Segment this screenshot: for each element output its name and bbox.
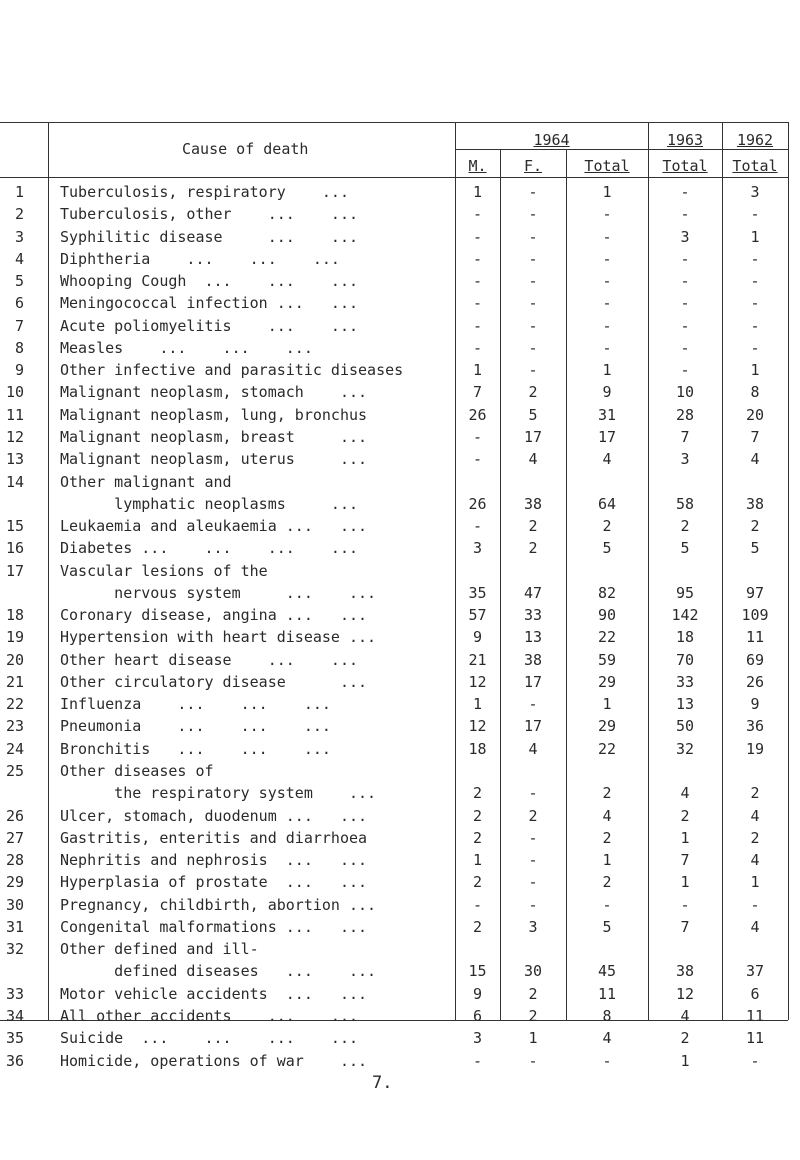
cell-t64: 5 [602,917,612,936]
cell-t63: 32 [675,739,695,758]
header-sub-total-1964: Total [584,157,630,175]
cell-t62: 9 [750,695,760,714]
cell-t64: - [602,1051,612,1070]
cell-t63: - [680,316,690,335]
header-sub-m: M. [468,157,487,175]
cell-t64: 9 [602,383,612,402]
cell-t63: 7 [680,427,690,446]
cell-m: - [472,294,483,313]
cell-m: 2 [472,828,483,847]
row-number: 6 [14,294,24,313]
cause-label: Tuberculosis, respiratory ... [60,183,349,201]
cell-t64: 31 [597,405,617,424]
cell-m: 1 [472,183,483,201]
cell-t62: 19 [745,739,765,758]
cause-label: Whooping Cough ... ... ... [60,272,359,291]
cell-f: 33 [523,606,543,625]
cause-label: Nephritis and nephrosis ... ... [60,851,368,870]
cell-t62: 6 [750,984,760,1003]
cell-t64: 2 [602,828,612,847]
cell-t62: 1 [750,873,760,892]
cell-t63: 38 [675,962,695,981]
cell-m: - [472,517,483,536]
row-number: 9 [14,361,24,380]
cell-t63: - [680,294,690,313]
cause-label: Malignant neoplasm, stomach ... [60,383,368,402]
cell-f: 13 [523,628,543,647]
cell-m: 9 [472,984,483,1003]
cell-t62: 1 [750,361,760,380]
cause-label: Other defined and ill- [60,940,259,959]
cell-f: - [528,361,538,380]
cause-label: Syphilitic disease ... ... [60,227,359,246]
cell-t62: 8 [750,383,760,402]
cell-f: 2 [528,383,538,402]
row-number: 16 [5,539,24,558]
cell-m: 26 [468,405,487,424]
cell-m: 3 [472,539,483,558]
cell-f: 17 [523,717,543,736]
cell-m: 2 [472,784,483,803]
cell-m: - [472,205,483,224]
cell-f: 2 [528,517,538,536]
cell-t64: 22 [597,739,617,758]
cell-t63: 1 [680,828,690,847]
cell-t62: 20 [745,405,765,424]
cell-m: 21 [468,650,487,669]
cell-m: - [472,450,483,469]
row-number: 13 [5,450,24,469]
cell-t64: 17 [597,427,617,446]
cell-t64: - [602,272,612,291]
cause-label: Pregnancy, childbirth, abortion ... [60,895,377,914]
row-number: 27 [5,828,24,847]
cell-t64: 2 [602,873,612,892]
cell-f: 47 [523,583,543,602]
cell-t64: 22 [597,628,617,647]
row-number: 15 [5,517,24,536]
col-divider-number [48,122,49,1020]
cause-label: Motor vehicle accidents ... ... [60,984,368,1003]
header-year-underline [455,149,788,150]
cell-t63: 3 [680,450,690,469]
cause-label: Homicide, operations of war ... [60,1051,368,1070]
cell-t64: - [602,205,612,224]
cell-t63: - [680,361,690,380]
cell-m: 2 [472,806,483,825]
cell-m: 6 [472,1006,483,1025]
cell-f: - [528,828,538,847]
cell-t63: 12 [675,984,695,1003]
header-cause-of-death: Cause of death [182,140,309,158]
header-year-1963: 1963 [666,131,704,149]
cell-t62: - [750,272,760,291]
cell-m: 1 [472,851,483,870]
cell-t64: - [602,895,612,914]
cell-t62: - [750,205,760,224]
cause-label: Tuberculosis, other ... ... [60,205,359,224]
row-number: 5 [14,272,24,291]
cell-f: - [528,695,538,714]
cell-t63: 33 [675,672,695,691]
cause-label: Other circulatory disease ... [60,672,368,691]
cell-f: 2 [528,806,538,825]
row-number: 34 [5,1006,24,1025]
cause-label: Gastritis, enteritis and diarrhoea [60,828,368,847]
cell-f: 17 [523,427,543,446]
cell-f: - [528,784,538,803]
cell-t63: - [680,895,690,914]
cell-m: 2 [472,917,483,936]
cell-m: 57 [468,606,487,625]
cell-m: 18 [468,739,487,758]
cell-t63: 1 [680,873,690,892]
cell-m: 12 [468,717,487,736]
cause-label: Acute poliomyelitis ... ... [60,316,359,335]
cell-t64: 8 [602,1006,612,1025]
header-sub-total-1962: Total [732,157,778,175]
cell-m: - [472,427,483,446]
cell-m: - [472,272,483,291]
cell-t63: 10 [675,383,695,402]
cell-t64: 11 [597,984,617,1003]
cell-t63: 1 [680,1051,690,1070]
row-number: 7 [14,316,24,335]
cell-t64: 2 [602,784,612,803]
cell-t63: 70 [675,650,695,669]
cell-f: - [528,338,538,357]
row-number: 12 [5,427,24,446]
cell-t63: 3 [680,227,690,246]
cell-t64: 1 [602,851,612,870]
cell-t64: 45 [597,962,617,981]
cell-f: 17 [523,672,543,691]
cell-t64: 59 [597,650,617,669]
cell-t62: 7 [750,427,760,446]
page-number: 7. [372,1073,393,1093]
row-number: 17 [5,561,24,580]
cell-t62: 11 [745,628,765,647]
cell-f: - [528,249,538,268]
cell-t63: - [680,249,690,268]
cell-t63: 2 [680,1029,690,1048]
row-number: 23 [5,717,24,736]
cell-f: - [528,294,538,313]
cell-t62: 3 [750,183,760,201]
cell-f: 2 [528,984,538,1003]
cell-t64: - [602,227,612,246]
row-number: 20 [5,650,24,669]
cell-f: - [528,183,538,201]
cause-label: Coronary disease, angina ... ... [60,606,368,625]
row-number: 14 [5,472,24,491]
cell-m: - [472,1051,483,1070]
row-number: 32 [5,940,24,959]
cell-m: - [472,895,483,914]
cell-m: 2 [472,873,483,892]
cause-label: Other infective and parasitic diseases [60,361,404,380]
cell-f: 38 [523,650,543,669]
row-number: 1 [14,183,24,201]
cause-label: lymphatic neoplasms ... [60,494,359,513]
header-year-1962: 1962 [736,131,774,149]
cell-t62: 5 [750,539,760,558]
row-number: 8 [14,338,24,357]
cell-t64: 5 [602,539,612,558]
cell-t62: 4 [750,450,760,469]
cell-t64: 1 [602,361,612,380]
cell-t63: 58 [675,494,695,513]
cell-t63: 28 [675,405,695,424]
cell-t62: 38 [745,494,765,513]
cause-label: Hypertension with heart disease ... [60,628,377,647]
cause-label: Diabetes ... ... ... ... [60,539,359,558]
cell-t62: 11 [745,1006,765,1025]
cell-t64: - [602,316,612,335]
cell-f: - [528,851,538,870]
cause-label: Suicide ... ... ... ... [60,1029,359,1048]
cell-t64: 90 [597,606,617,625]
row-number: 29 [5,873,24,892]
row-number: 33 [5,984,24,1003]
cause-label: Bronchitis ... ... ... [60,739,331,758]
cell-t62: 1 [750,227,760,246]
cell-f: - [528,205,538,224]
cell-t62: - [750,1051,760,1070]
cell-m: - [472,249,483,268]
cell-f: 2 [528,1006,538,1025]
cell-t64: 29 [597,672,617,691]
cell-t63: 13 [675,695,695,714]
cell-m: 9 [472,628,483,647]
cell-t62: 4 [750,917,760,936]
cell-t62: 69 [745,650,765,669]
cell-m: - [472,338,483,357]
cell-t64: 4 [602,806,612,825]
cell-t62: 11 [745,1029,765,1048]
cell-m: 35 [468,583,487,602]
cause-label: Meningococcal infection ... ... [60,294,359,313]
cell-t63: 4 [680,784,690,803]
cell-m: - [472,227,483,246]
cause-label: Other malignant and [60,472,232,491]
row-number: 18 [5,606,24,625]
cell-f: 4 [528,739,538,758]
cell-t63: - [680,183,690,201]
cell-t63: 142 [671,606,699,625]
header-bottom-rule [0,177,788,178]
row-number: 30 [5,895,24,914]
header-sub-f: F. [523,157,543,175]
row-number: 28 [5,851,24,870]
cell-t62: - [750,249,760,268]
cause-label: All other accidents ... ... [60,1006,359,1025]
row-number: 35 [5,1029,24,1048]
cell-f: 2 [528,539,538,558]
cause-label: Diphtheria ... ... ... [60,249,340,268]
cell-t64: 82 [597,583,617,602]
cell-t62: 2 [750,517,760,536]
cell-f: - [528,1051,538,1070]
row-number: 22 [5,695,24,714]
cell-t62: 2 [750,784,760,803]
cell-f: - [528,873,538,892]
row-number: 26 [5,806,24,825]
cause-label: Malignant neoplasm, uterus ... [60,450,368,469]
cell-t64: 1 [602,183,612,201]
cell-t63: 5 [680,539,690,558]
cell-t64: 1 [602,695,612,714]
cell-t62: 97 [745,583,765,602]
cell-t63: 7 [680,917,690,936]
cell-t64: 4 [602,1029,612,1048]
cause-label: Other heart disease ... ... [60,650,359,669]
cell-t64: 2 [602,517,612,536]
cell-t64: 64 [597,494,617,513]
row-number: 3 [14,227,24,246]
cell-t63: 4 [680,1006,690,1025]
cause-label: nervous system ... ... [60,583,377,602]
cell-t62: 36 [745,717,765,736]
cause-label: Malignant neoplasm, breast ... [60,427,368,446]
cell-t62: 37 [745,962,765,981]
cell-m: - [472,316,483,335]
cell-t62: - [750,895,760,914]
row-number: 11 [5,405,24,424]
cell-t63: 7 [680,851,690,870]
cell-t62: 4 [750,806,760,825]
cell-f: 4 [528,450,538,469]
cell-f: 1 [528,1029,538,1048]
cell-m: 1 [472,361,483,380]
cell-f: 38 [523,494,543,513]
row-number: 19 [5,628,24,647]
cell-t64: 4 [602,450,612,469]
row-number: 31 [5,917,24,936]
cell-m: 12 [468,672,487,691]
cell-f: 30 [523,962,543,981]
header-year-1964: 1964 [533,131,570,149]
cell-t62: - [750,338,760,357]
cell-t62: 26 [745,672,765,691]
cell-f: - [528,895,538,914]
cause-label: Pneumonia ... ... ... [60,717,331,736]
cause-label: the respiratory system ... [60,784,377,803]
cell-t64: - [602,294,612,313]
cell-t62: - [750,316,760,335]
cell-m: 1 [472,695,483,714]
cause-label: Leukaemia and aleukaemia ... ... [60,517,368,536]
cell-m: 7 [472,383,483,402]
cell-t63: 2 [680,806,690,825]
col-divider-right [788,122,789,1020]
cell-f: 5 [528,405,538,424]
cause-label: Hyperplasia of prostate ... ... [60,873,368,892]
cell-t63: 2 [680,517,690,536]
row-number: 4 [14,249,24,268]
cell-f: - [528,272,538,291]
row-number: 2 [14,205,24,224]
cell-t62: 2 [750,828,760,847]
table-top-rule [0,122,788,123]
cause-label: Malignant neoplasm, lung, bronchus [60,405,368,424]
cause-label: Influenza ... ... ... [60,695,331,714]
cause-label: defined diseases ... ... [60,962,377,981]
cell-t64: - [602,338,612,357]
cell-t63: 18 [675,628,695,647]
cause-label: Other diseases of [60,762,214,781]
row-number: 25 [5,762,24,781]
cell-m: 26 [468,494,487,513]
row-number: 21 [5,672,24,691]
cause-label: Ulcer, stomach, duodenum ... ... [60,806,368,825]
row-number: 36 [5,1051,24,1070]
cause-label: Measles ... ... ... [60,338,313,357]
cell-t62: 4 [750,851,760,870]
cell-t62: - [750,294,760,313]
header-sub-total-1963: Total [662,157,708,175]
cell-t62: 109 [741,606,769,625]
cell-t64: - [602,249,612,268]
cause-label: Vascular lesions of the [60,561,268,580]
cell-m: 15 [468,962,487,981]
cause-label: Congenital malformations ... ... [60,917,368,936]
cell-m: 3 [472,1029,483,1048]
row-number: 10 [5,383,24,402]
cell-f: - [528,316,538,335]
cell-t63: 50 [675,717,695,736]
cell-t64: 29 [597,717,617,736]
cell-f: - [528,227,538,246]
cell-t63: 95 [675,583,695,602]
cell-f: 3 [528,917,538,936]
cell-t63: - [680,272,690,291]
row-number: 24 [5,739,24,758]
cell-t63: - [680,338,690,357]
cell-t63: - [680,205,690,224]
